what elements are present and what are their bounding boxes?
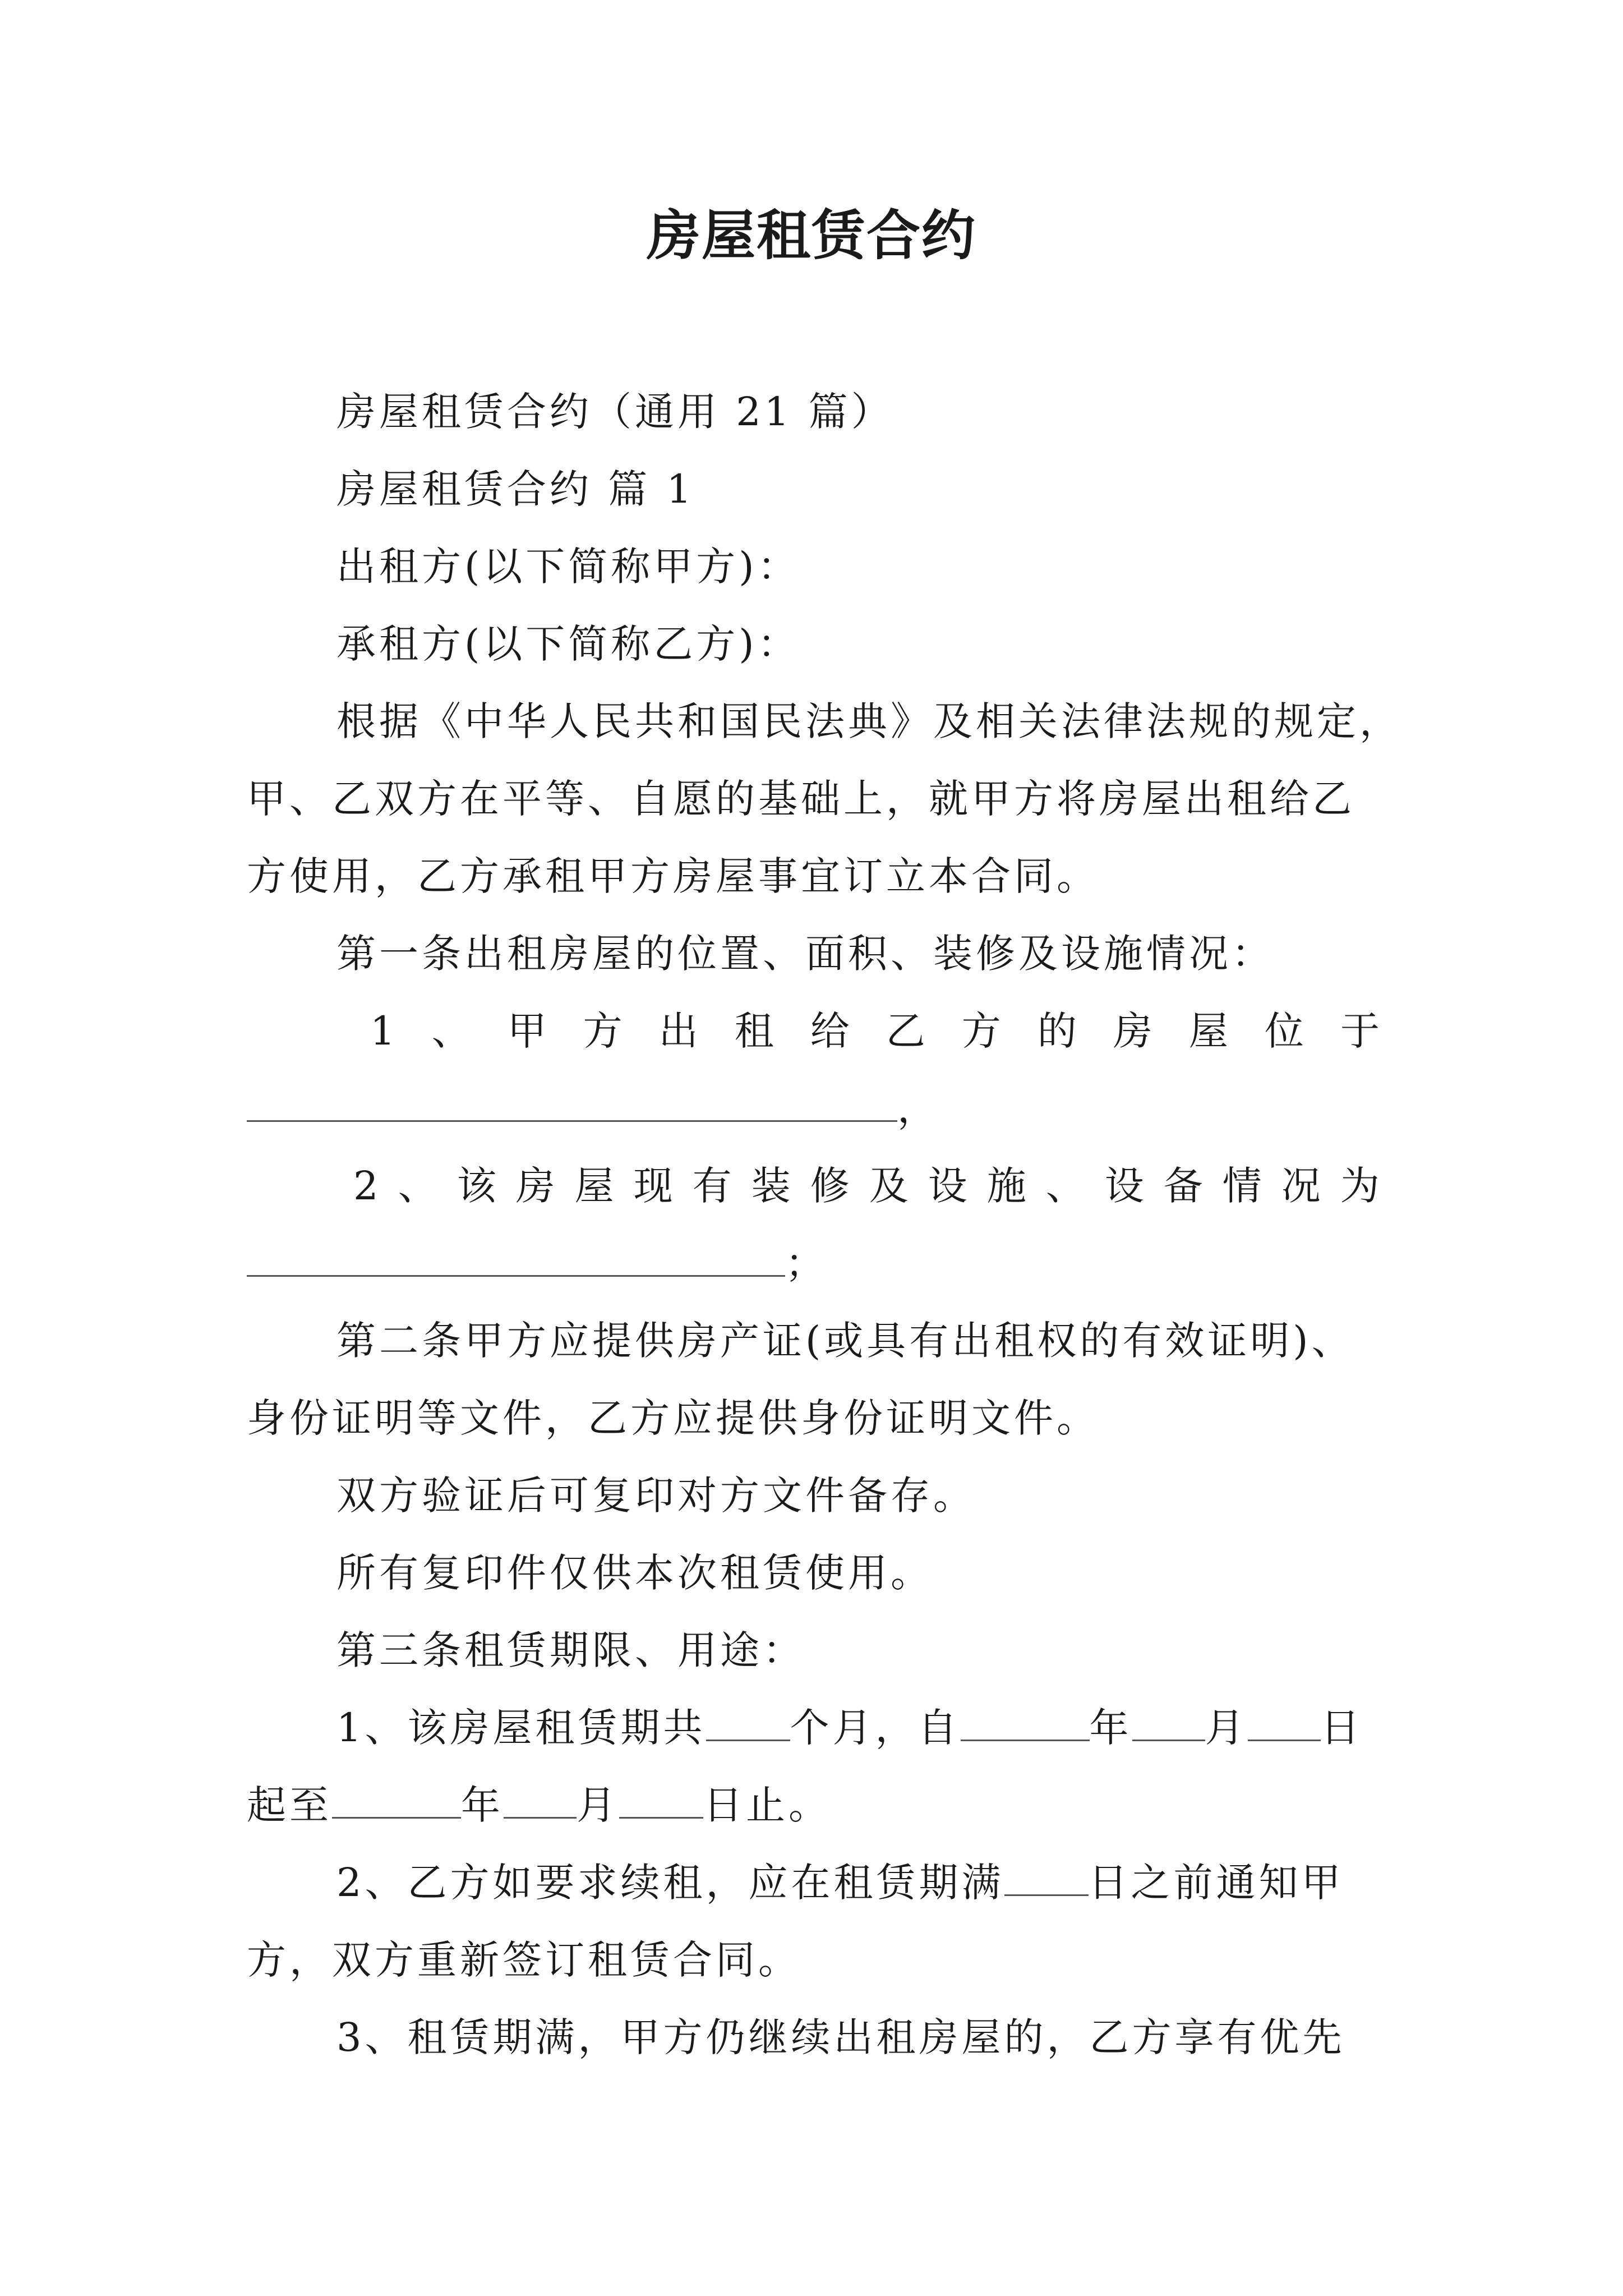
spread-char: 该 [457,1163,496,1209]
term-text-1: 1、该房屋租赁期共 [336,1705,706,1751]
article-3-item-3: 3、租赁期满，甲方仍继续出租房屋的，乙方享有优先 [336,2014,1345,2060]
renewal-days-blank[interactable] [1004,1861,1089,1896]
spread-char: 况 [1281,1163,1321,1209]
item-1-end-punct: ， [897,1085,940,1131]
spread-char: 、 [1045,1163,1085,1209]
article-2-copy-note-2: 所有复印件仅供本次租赁使用。 [336,1550,933,1596]
spread-char: 为 [1340,1163,1380,1209]
spread-char: 有 [692,1163,732,1209]
spread-char: 屋 [1188,1008,1228,1054]
spread-char: 备 [1163,1163,1203,1209]
spread-char: 2 [353,1163,379,1209]
spread-char: 装 [751,1163,791,1209]
preamble-line-3: 方使用，乙方承租甲方房屋事宜订立本合同。 [247,853,1099,899]
article-3-item-1-line-1 [247,1689,1380,1766]
spread-char: 租 [734,1008,774,1054]
start-month-blank[interactable] [1132,1706,1205,1741]
location-blank[interactable] [247,1089,897,1122]
item-2-end-punct: ； [785,1240,828,1286]
spread-char: 位 [1264,1008,1304,1054]
term-text-until: 起至 [247,1782,332,1828]
term-text-end-month: 月 [577,1782,619,1828]
article-2-line-2: 身份证明等文件，乙方应提供身份证明文件。 [247,1395,1099,1441]
article-1-item-2-blank-line [247,1225,1380,1302]
term-text-month: 月 [1205,1705,1248,1751]
lessee-line: 承租方(以下简称乙方)： [336,621,800,667]
spread-char: 方 [961,1008,1001,1054]
end-year-blank[interactable] [332,1783,461,1819]
article-3-heading: 第三条租赁期限、用途： [336,1627,805,1673]
spread-char: 甲 [507,1008,547,1054]
spread-char: 出 [658,1008,698,1054]
end-day-blank[interactable] [619,1783,703,1819]
spread-char: 设 [1104,1163,1144,1209]
preamble-line-2: 甲、乙双方在平等、自愿的基础上，就甲方将房屋出租给乙 [247,776,1355,822]
spread-char: 乙 [886,1008,925,1054]
term-text-end-year: 年 [461,1782,504,1828]
start-year-blank[interactable] [961,1706,1090,1741]
spread-char: 房 [515,1163,555,1209]
spread-char: 的 [1037,1008,1077,1054]
document-subtitle: 房屋租赁合约（通用 21 篇） [336,389,894,435]
spread-char: 方 [583,1008,623,1054]
preamble-line-1: 根据《中华人民共和国民法典》及相关法律法规的规定， [336,698,1402,744]
article-2-line-1: 第二条甲方应提供房产证(或具有出租权的有效证明)、 [336,1318,1354,1364]
renewal-text-2: 日之前通知甲 [1088,1860,1344,1906]
article-1-heading: 第一条出租房屋的位置、面积、装修及设施情况： [336,931,1274,977]
months-blank[interactable] [706,1706,790,1741]
spread-char: 给 [810,1008,850,1054]
article-1-item-2 [247,1147,1380,1225]
start-day-blank[interactable] [1248,1706,1321,1741]
facilities-blank[interactable] [247,1244,785,1277]
article-3-item-1-line-2 [247,1766,1380,1844]
spread-char: 及 [869,1163,909,1209]
term-text-end-day: 日止。 [703,1782,831,1828]
spread-char: 屋 [574,1163,614,1209]
article-2-copy-note-1: 双方验证后可复印对方文件备存。 [336,1473,976,1519]
spread-char: 修 [810,1163,850,1209]
section-heading: 房屋租赁合约 篇 1 [336,466,695,512]
renewal-text-1: 2、乙方如要求续租，应在租赁期满 [336,1860,1004,1906]
article-1-item-1-blank-line [247,1070,1380,1147]
spread-char: 房 [1113,1008,1152,1054]
term-text-day: 日 [1320,1705,1363,1751]
document-title: 房屋租赁合约 [647,204,976,267]
article-1-item-1 [247,992,1380,1070]
article-3-item-2-line-1 [247,1844,1380,1921]
term-text-2: 个月，自 [790,1705,961,1751]
spread-char: 现 [633,1163,673,1209]
spread-char: 、 [398,1163,437,1209]
article-3-item-2-line-2: 方，双方重新签订租赁合同。 [247,1937,801,1983]
spread-char: 情 [1222,1163,1262,1209]
term-text-year: 年 [1089,1705,1132,1751]
spread-char: 设 [928,1163,967,1209]
spread-char: 1 [370,1008,395,1054]
spread-char: 于 [1340,1008,1380,1054]
end-month-blank[interactable] [504,1783,577,1819]
spread-char: 施 [986,1163,1026,1209]
lessor-line: 出租方(以下简称甲方)： [336,544,800,590]
spread-char: 、 [431,1008,471,1054]
